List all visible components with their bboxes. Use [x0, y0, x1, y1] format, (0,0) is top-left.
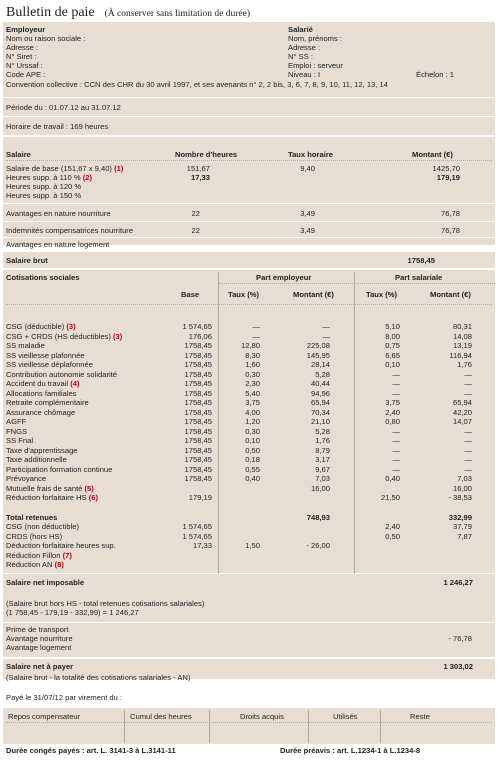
indemnity-rate: 3,49	[300, 226, 315, 235]
contrib-row-label	[6, 532, 62, 541]
contrib-row-name: CSG (déductible)	[6, 322, 65, 331]
contrib-row-name: Contribution autonomie solidarité	[6, 369, 118, 379]
contrib-row-name: Allocations familiales	[6, 388, 77, 398]
contrib-row-employer-amount: 28,14	[310, 360, 330, 369]
contrib-row-name: Réduction forfaitaire HS	[6, 493, 87, 502]
contrib-row-employee-amount: - 38,53	[448, 493, 472, 502]
contrib-row-name: AGFF	[6, 417, 27, 426]
contrib-row-base: 1 574,65	[182, 531, 212, 541]
contrib-row-employer-rate: 12,80	[240, 341, 260, 350]
contrib-row-employer-rate: —	[252, 322, 260, 331]
divider	[6, 722, 492, 723]
contrib-row-base: 1758,45	[184, 445, 212, 455]
benefit-food-hours: 22	[191, 209, 200, 218]
convention: Convention collective : CCN des CHR du 30 avril 1997, et ses avenants n° 2, 2 bis, 3, 6, 7, 8, 9, 10, 11, 12, 13, 14	[6, 80, 388, 89]
employer-part-heading: Part employeur	[256, 273, 312, 282]
contrib-row-base: 1758,45	[184, 464, 212, 474]
salary-base-hours: 151,67	[186, 164, 210, 173]
contrib-row-label	[6, 560, 64, 569]
contrib-row-employer-rate: 3,75	[245, 398, 260, 407]
net-taxable-note-1: (Salaire brut hors HS - total retenues cotisations salariales)	[6, 599, 205, 608]
contrib-row-employee-amount: —	[464, 369, 472, 379]
employee-heading: Salarié	[288, 25, 313, 34]
contrib-row-employee-rate: 5,10	[385, 322, 400, 331]
contrib-row-base: 17,33	[192, 541, 212, 550]
contrib-row-name: FNGS	[6, 426, 28, 436]
contrib-row-base: 1758,45	[184, 455, 212, 464]
contrib-row-base: 1758,45	[184, 407, 212, 417]
contrib-row-employee-rate: 0,80	[385, 417, 400, 426]
contrib-row-ref: (3)	[66, 322, 76, 331]
divider	[218, 272, 219, 574]
payment-info: Payé le 31/07/12 par virement du :	[6, 693, 123, 702]
contrib-row-employee-rate: 21,50	[380, 493, 400, 502]
contrib-row-ref: (7)	[62, 550, 72, 560]
work-hours: Horaire de travail : 169 heures	[6, 122, 109, 131]
salary-col-rate: Taux horaire	[288, 150, 334, 159]
contrib-row-base: 1758,45	[184, 474, 212, 483]
contrib-row-ref: (3)	[113, 331, 123, 341]
contrib-row-base: 179,19	[188, 493, 212, 502]
divider	[124, 710, 125, 743]
contrib-row-employer-rate: 1,60	[245, 360, 260, 369]
contrib-row-label	[6, 551, 72, 560]
contrib-row-employer-amount: 21,10	[310, 417, 330, 426]
salary-base-label: Salaire de base (151,67 x 9,40) (1)	[6, 164, 124, 173]
contrib-row-employer-rate: 1,20	[245, 417, 260, 426]
contrib-row-employee-amount: —	[464, 426, 472, 436]
contrib-row-employee-rate: —	[392, 455, 400, 464]
contrib-row-label	[6, 484, 94, 493]
contrib-row-employee-rate: 0,40	[385, 474, 400, 483]
divider	[380, 710, 381, 743]
contrib-row-employee-amount: —	[464, 388, 472, 398]
contrib-row-employee-amount: 16,00	[452, 483, 472, 493]
footer-leave: Durée congés payés : art. L. 3141-3 à L.3141-11	[6, 746, 176, 755]
contrib-row-name: Accident du travail	[6, 379, 69, 388]
contrib-row-base: 1758,45	[184, 369, 212, 379]
indemnity-label: Indemnités compensatrices nourriture	[6, 226, 134, 235]
benefit-food-rate: 3,49	[300, 209, 315, 218]
leave-col-repos: Repos compensateur	[8, 712, 81, 721]
contrib-row-employee-amount: 14,07	[452, 417, 472, 426]
contrib-row-base: 1 574,65	[182, 322, 212, 331]
contrib-row-employee-rate: —	[392, 464, 400, 474]
contrib-row-employee-rate: —	[392, 436, 400, 445]
overtime-110-amount: 179,19	[436, 173, 460, 182]
contrib-row-employee-amount: 7,03	[457, 474, 472, 483]
contrib-row-employee-amount: —	[464, 436, 472, 445]
overtime-110-hours: 17,33	[190, 173, 210, 182]
contrib-row-employee-amount: —	[464, 379, 472, 388]
contrib-row-label	[6, 370, 117, 379]
divider	[219, 283, 495, 284]
divider	[308, 710, 309, 743]
contrib-row-employee-amount: 7,87	[457, 531, 472, 541]
contrib-row-label	[6, 465, 112, 474]
employer-line-address: Adresse :	[6, 43, 39, 52]
contrib-row-employer-rate: 5,40	[245, 388, 260, 398]
contrib-row-employer-rate: 0,55	[245, 464, 260, 474]
contrib-row-employee-rate: 0,75	[385, 341, 400, 350]
contrib-row-name: SS vieillesse plafonnée	[6, 350, 85, 360]
contrib-row-employer-rate: 0,40	[245, 474, 260, 483]
contrib-row-base: 1758,45	[184, 379, 212, 388]
contrib-row-employer-amount: 40,44	[310, 379, 330, 388]
contrib-row-employer-amount: —	[322, 331, 330, 341]
contrib-row-label	[6, 341, 45, 350]
contrib-row-name: CSG (non déductible)	[6, 522, 80, 531]
employee-echelon: Échelon : 1	[416, 70, 454, 79]
leave-col-utilises: Utilisés	[333, 712, 358, 721]
contrib-row-ref: (6)	[88, 493, 99, 502]
employee-line-address: Adresse :	[288, 43, 321, 52]
contrib-row-employee-amount: 42,20	[452, 407, 472, 417]
contrib-row-ref: (5)	[84, 483, 94, 493]
contrib-row-employee-rate: 2,40	[385, 407, 400, 417]
salary-base-amount: 1425,70	[432, 164, 460, 173]
contrib-row-employee-rate: 2,40	[385, 522, 400, 531]
contrib-row-base: 1758,45	[184, 341, 212, 350]
contrib-row-label	[6, 417, 26, 426]
contrib-row-employee-rate: —	[392, 426, 400, 436]
contrib-row-label	[6, 351, 85, 360]
contrib-row-employer-amount: 7,03	[315, 474, 330, 483]
leave-col-cumul: Cumul des heures	[130, 712, 192, 721]
contrib-row-employer-amount: 70,34	[310, 407, 330, 417]
contrib-row-label	[6, 408, 75, 417]
contrib-row-name: Mutuelle frais de santé	[6, 483, 83, 493]
total-label: Total retenues	[6, 513, 58, 522]
contrib-row-label	[6, 474, 46, 483]
overtime-120-label: Heures supp. à 120 %	[6, 182, 82, 191]
indemnity-amount: 76,78	[440, 226, 460, 235]
contrib-row-employee-amount: 37,79	[452, 522, 472, 531]
gross-label: Salaire brut	[6, 256, 48, 265]
contrib-row-employee-amount: 80,31	[452, 322, 472, 331]
contrib-row-employer-rate: —	[252, 331, 260, 341]
contrib-row-label	[6, 360, 93, 369]
employee-part-heading: Part salariale	[395, 273, 443, 282]
contrib-row-ref: (8)	[54, 560, 64, 569]
contrib-row-employee-amount: 1,76	[457, 360, 472, 369]
contrib-row-label	[6, 522, 79, 531]
contrib-row-employee-rate: —	[392, 388, 400, 398]
contrib-row-employer-rate: 4,00	[245, 407, 260, 417]
contrib-row-employer-rate: 8,30	[245, 350, 260, 360]
contrib-row-label	[6, 379, 79, 388]
contrib-row-employee-rate: —	[392, 379, 400, 388]
employer-line-siret: N° Siret :	[6, 52, 37, 61]
contrib-row-employer-rate: 0,30	[245, 369, 260, 379]
overtime-110-label: Heures supp. à 110 % (2)	[6, 173, 92, 182]
contrib-row-name: Retraite complémentaire	[6, 398, 89, 407]
leave-col-droits: Droits acquis	[240, 712, 284, 721]
contrib-row-employee-rate: 6,65	[385, 350, 400, 360]
contrib-row-name: SS vieillesse déplafonnée	[6, 360, 93, 369]
col-employer-rate: Taux (%)	[228, 290, 260, 299]
contrib-row-label	[6, 332, 122, 341]
contrib-row-employee-amount: 14,08	[452, 331, 472, 341]
contrib-row-label	[6, 455, 67, 464]
contrib-row-employer-amount: 16,00	[310, 483, 330, 493]
gross-amount: 1758,45	[407, 256, 435, 265]
salary-col-amount: Montant (€)	[412, 150, 453, 159]
col-employer-amount: Montant (€)	[293, 290, 334, 299]
overtime-150-label: Heures supp. à 150 %	[6, 191, 82, 200]
contrib-row-employer-amount: 8,79	[315, 445, 330, 455]
contrib-row-label	[6, 427, 27, 436]
contrib-row-employer-rate: 0,10	[245, 436, 260, 445]
contrib-row-employee-amount: 13,19	[452, 341, 472, 350]
divider	[354, 272, 355, 574]
contrib-row-employer-amount: 1,76	[315, 436, 330, 445]
net-pay-amount: 1 303,02	[443, 662, 473, 671]
transport-premium: Prime de transport	[6, 625, 69, 634]
contrib-row-employee-rate: 3,75	[385, 398, 400, 407]
period: Période du : 01.07.12 au 31.07.12	[6, 103, 121, 112]
benefit-housing-label: Avantages en nature logement	[6, 240, 110, 249]
divider	[209, 710, 210, 743]
salary-col-hours: Nombre d'heures	[175, 150, 238, 159]
contrib-row-name: Déduction forfaitaire heures sup.	[6, 541, 116, 550]
contrib-row-name: Assurance chômage	[6, 407, 76, 417]
contrib-row-employer-amount: 65,94	[310, 398, 330, 407]
contrib-row-label	[6, 389, 76, 398]
contrib-row-base: 1758,45	[184, 436, 212, 445]
contrib-row-employee-amount: —	[464, 464, 472, 474]
indemnity-hours: 22	[191, 226, 200, 235]
page-title: Bulletin de paie	[6, 5, 95, 20]
total-employee-amount: 332,99	[448, 513, 472, 522]
divider	[6, 304, 492, 305]
col-employee-amount: Montant (€)	[430, 290, 471, 299]
contrib-row-employer-rate: 0,30	[245, 426, 260, 436]
net-pay-note: (Salaire brut - la totalité des cotisations salariales - AN)	[6, 673, 191, 682]
contrib-row-employer-amount: 94,96	[310, 388, 330, 398]
transport-block	[3, 623, 495, 657]
employer-line-urssaf: N° Urssaf :	[6, 61, 43, 70]
net-taxable-note-2: (1 758,45 - 179,19 - 332,99) = 1 246,27	[6, 608, 139, 617]
net-taxable-label: Salaire net imposable	[6, 578, 85, 587]
net-pay-label: Salaire net à payer	[6, 662, 74, 671]
contrib-row-base: 1758,45	[184, 360, 212, 369]
employee-line-ss: N° SS :	[288, 52, 313, 61]
contrib-row-label	[6, 436, 33, 445]
contrib-row-base: 1758,45	[184, 350, 212, 360]
contrib-row-employee-rate: —	[392, 369, 400, 379]
contrib-row-name: CRDS (hors HS)	[6, 531, 63, 541]
contrib-row-employee-amount: 65,94	[452, 398, 472, 407]
contrib-row-employee-amount: —	[464, 455, 472, 464]
contrib-row-name: Réduction AN	[6, 560, 53, 569]
transport-amount: - 76,78	[448, 634, 472, 643]
contrib-row-employer-amount: 5,28	[315, 426, 330, 436]
contrib-row-name: Réduction Fillon	[6, 550, 61, 560]
header	[6, 3, 250, 21]
contrib-row-employer-amount: 5,28	[315, 369, 330, 379]
contrib-row-base: 1758,45	[184, 426, 212, 436]
contrib-row-employee-amount: —	[464, 445, 472, 455]
contrib-row-label	[6, 322, 76, 331]
salary-base-rate: 9,40	[300, 164, 315, 173]
net-taxable-amount: 1 246,27	[443, 578, 473, 587]
contrib-row-name: SS Fnal	[6, 436, 34, 445]
benefit-food-label: Avantages en nature nourriture	[6, 209, 111, 218]
divider	[6, 160, 492, 161]
page-subtitle: (À conserver sans limitation de durée)	[104, 9, 251, 19]
contrib-row-employer-amount: 9,67	[315, 464, 330, 474]
contrib-row-base: 176,06	[188, 331, 212, 341]
contrib-row-label	[6, 541, 116, 550]
employee-line-level: Niveau : I	[288, 70, 321, 79]
contrib-row-employee-rate: 0,50	[385, 531, 400, 541]
benefit-food-amount: 76,78	[440, 209, 460, 218]
col-base: Base	[181, 290, 200, 299]
contrib-row-name: Taxe d'apprentissage	[6, 445, 78, 455]
contrib-row-employer-amount: 3,17	[315, 455, 330, 464]
divider	[3, 203, 495, 204]
contrib-row-ref: (4)	[70, 379, 80, 388]
contrib-row-name: Prévoyance	[6, 474, 47, 483]
contrib-row-label	[6, 493, 98, 502]
divider	[3, 237, 495, 238]
footer-notice: Durée préavis : art. L.1234-1 à L.1234-8	[280, 746, 421, 755]
contrib-row-employer-rate: 1,50	[245, 541, 260, 550]
contrib-row-label	[6, 398, 89, 407]
salary-col-label: Salaire	[6, 150, 31, 159]
contrib-row-name: SS maladie	[6, 341, 45, 350]
contrib-row-employee-amount: 116,94	[449, 350, 472, 360]
contrib-row-name: Taxe additionnelle	[6, 455, 67, 464]
contrib-heading: Cotisations sociales	[6, 273, 80, 282]
total-employer-amount: 748,93	[306, 513, 330, 522]
contrib-row-employer-rate: 0,50	[245, 445, 260, 455]
col-employee-rate: Taux (%)	[366, 290, 398, 299]
employer-heading: Employeur	[6, 25, 46, 34]
contrib-row-base: 1 574,65	[182, 522, 212, 531]
employee-line-job: Emploi : serveur	[288, 61, 343, 70]
contrib-row-employee-rate: 8,00	[385, 331, 400, 341]
contrib-row-employer-amount: 225,08	[306, 341, 330, 350]
contrib-row-label	[6, 446, 78, 455]
contrib-row-base: 1758,45	[184, 398, 212, 407]
benefit-housing: Avantage logement	[6, 643, 72, 652]
contrib-row-employer-rate: 0,18	[245, 455, 260, 464]
benefit-food: Avantage nourriture	[6, 634, 73, 643]
employer-line-name: Nom ou raison sociale :	[6, 34, 86, 43]
employee-line-name: Nom, prénoms :	[288, 34, 343, 43]
contrib-row-name: Participation formation continue	[6, 464, 113, 474]
contrib-row-employer-rate: 2,30	[245, 379, 260, 388]
contrib-row-base: 1758,45	[184, 388, 212, 398]
divider	[3, 221, 495, 222]
contrib-row-name: CSG + CRDS (HS déductibles)	[6, 331, 111, 341]
contrib-row-employer-amount: 145,95	[306, 350, 330, 360]
contrib-row-base: 1758,45	[184, 417, 212, 426]
contrib-row-employer-amount: —	[322, 322, 330, 331]
employer-line-ape: Code APE :	[6, 70, 46, 79]
leave-col-reste: Reste	[410, 712, 430, 721]
contrib-row-employee-rate: 0,10	[385, 360, 400, 369]
contrib-row-employee-rate: —	[392, 445, 400, 455]
contrib-row-employer-amount: - 26,00	[306, 541, 330, 550]
